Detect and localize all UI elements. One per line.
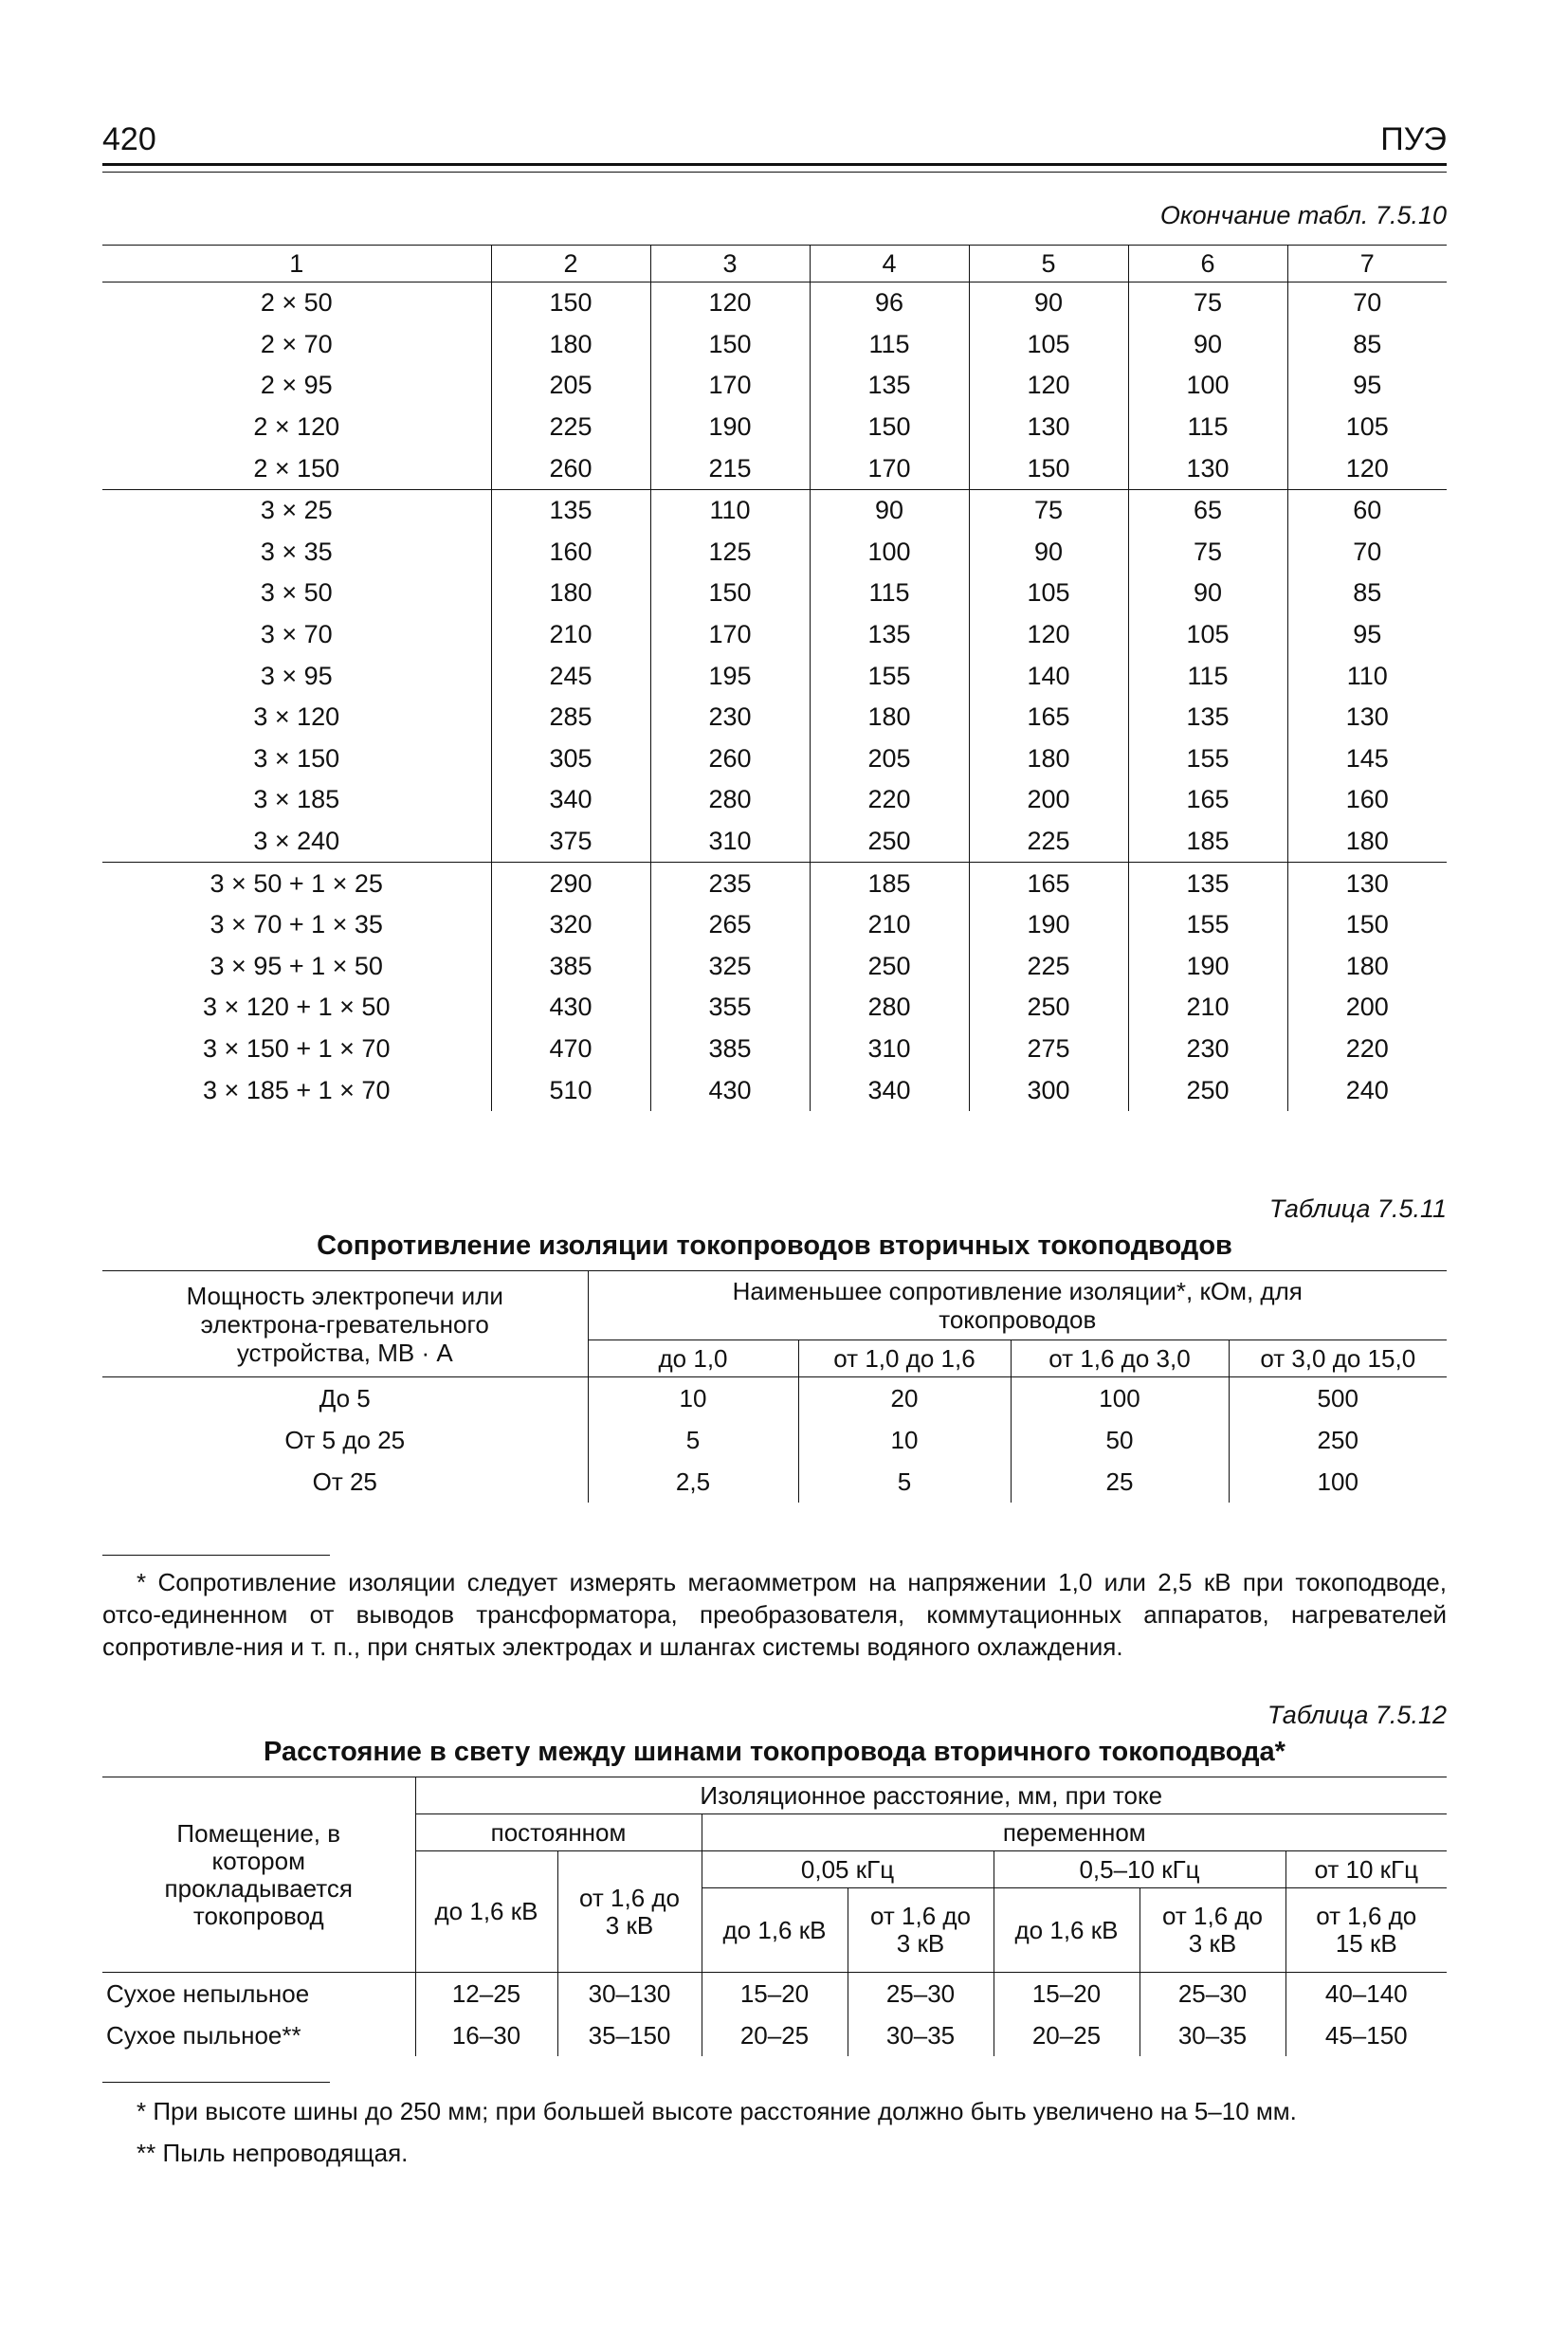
room-column-header: Помещение, в котором прокладывается токопровод	[102, 1777, 415, 1973]
value-cell: 90	[969, 532, 1128, 574]
value-cell: 180	[491, 573, 650, 614]
value-cell: 225	[969, 946, 1128, 988]
value-cell: 30–35	[848, 2014, 994, 2056]
cable-section-cell: 2 × 150	[253, 453, 340, 483]
column-number-cell: 2	[491, 246, 650, 282]
value-cell: 310	[810, 1029, 969, 1070]
value-cell: 470	[491, 1029, 650, 1070]
value-cell: 325	[650, 946, 810, 988]
value-cell: 230	[650, 697, 810, 738]
cable-section-cell: 3 × 50 + 1 × 25	[102, 863, 491, 904]
value-cell: 235	[650, 863, 810, 904]
value-cell: 110	[650, 489, 810, 531]
value-cell: 220	[810, 779, 969, 821]
freq-header: 0,5–10 кГц	[994, 1851, 1285, 1888]
value-cell: 10	[798, 1419, 1011, 1461]
value-cell: 20–25	[702, 2014, 848, 2056]
value-cell: 160	[1287, 779, 1447, 821]
value-cell: 120	[1287, 447, 1447, 489]
cable-section-cell: 3 × 120	[253, 702, 340, 732]
value-cell: 20–25	[994, 2014, 1140, 2056]
value-cell: 165	[969, 863, 1128, 904]
column-number-cell: 3	[650, 246, 810, 282]
table-row	[102, 863, 1447, 904]
value-cell: 100	[1128, 365, 1287, 407]
value-cell: 215	[650, 447, 810, 489]
value-cell: 12–25	[415, 1973, 557, 2015]
value-cell: 45–150	[1285, 2014, 1447, 2056]
subheader-cell: от 1,6 до 3,0	[1011, 1340, 1229, 1377]
value-cell: 250	[1128, 1069, 1287, 1111]
ac-sub-header: от 1,6 до 3 кВ	[848, 1888, 994, 1973]
value-cell: 90	[1128, 324, 1287, 366]
table-row	[102, 614, 1447, 656]
table-7-5-11-caption: Таблица 7.5.11	[1268, 1194, 1447, 1223]
value-cell: 225	[491, 407, 650, 448]
table-row	[102, 904, 1447, 946]
table-row	[102, 407, 1447, 448]
table-row	[102, 738, 1447, 780]
cable-section-cell: 3 × 70 + 1 × 35	[210, 910, 383, 939]
room-type-cell: Сухое пыльное**	[106, 2020, 301, 2050]
value-cell: 240	[1287, 1069, 1447, 1111]
value-cell: 95	[1287, 614, 1447, 656]
value-cell: 135	[810, 365, 969, 407]
value-cell: 185	[1128, 821, 1287, 863]
value-cell: 340	[491, 779, 650, 821]
value-cell: 210	[810, 904, 969, 946]
value-cell: 90	[1128, 573, 1287, 614]
table-7-5-11-title: Сопротивление изоляции токопроводов вторичных токоподводов	[317, 1230, 1232, 1261]
value-cell: 130	[1287, 697, 1447, 738]
resistance-group-header: Наименьшее сопротивление изоляции*, кОм, для токопроводов	[588, 1271, 1447, 1340]
value-cell: 305	[491, 738, 650, 780]
value-cell: 105	[1287, 407, 1447, 448]
value-cell: 30–35	[1140, 2014, 1285, 2056]
subheader-cell: до 1,0	[588, 1340, 798, 1377]
value-cell: 170	[650, 365, 810, 407]
value-cell: 155	[1128, 738, 1287, 780]
value-cell: 105	[969, 324, 1128, 366]
value-cell: 70	[1287, 532, 1447, 574]
table-7-5-12-caption: Таблица 7.5.12	[1267, 1701, 1447, 1729]
page-header	[102, 121, 1447, 169]
value-cell: 200	[969, 779, 1128, 821]
value-cell: 75	[1128, 532, 1287, 574]
value-cell: 130	[969, 407, 1128, 448]
value-cell: 190	[1128, 946, 1287, 988]
table-row	[102, 2014, 1447, 2056]
value-cell: 20	[798, 1377, 1011, 1420]
table-7-5-11-footnote: * Сопротивление изоляции следует измерять мегаомметром на напряжении 1,0 или 2,5 кВ при токоподводе, отсо-единенном от выводов трансформатора, преобразователя, коммутационных аппаратов, нагревателей сопротивле-ния и т. п., при снятых электродах и шлангах системы водяного охлаждения.	[102, 1568, 1447, 1661]
ac-sub-header: от 1,6 до 3 кВ	[1140, 1888, 1285, 1973]
cable-section-cell: 3 × 70	[260, 620, 333, 649]
table-row	[102, 324, 1447, 366]
cable-section-cell: 3 × 95 + 1 × 50	[210, 951, 383, 980]
cable-section-cell: 3 × 185 + 1 × 70	[203, 1075, 391, 1104]
value-cell: 165	[1128, 779, 1287, 821]
ac-header: переменном	[702, 1814, 1447, 1851]
value-cell: 245	[491, 655, 650, 697]
value-cell: 75	[969, 489, 1128, 531]
value-cell: 160	[491, 532, 650, 574]
footnote-rule	[102, 2082, 330, 2083]
table-row	[102, 447, 1447, 489]
cable-section-cell: 2 × 50	[260, 288, 333, 318]
value-cell: 5	[798, 1461, 1011, 1503]
value-cell: 320	[491, 904, 650, 946]
table-row	[102, 1029, 1447, 1070]
value-cell: 25–30	[848, 1973, 994, 2015]
value-cell: 150	[810, 407, 969, 448]
cable-section-cell: 3 × 150 + 1 × 70	[203, 1033, 391, 1063]
value-cell: 280	[650, 779, 810, 821]
page-number: 420	[102, 121, 156, 157]
value-cell: 25	[1011, 1461, 1229, 1503]
value-cell: 70	[1287, 282, 1447, 324]
footnote-rule	[102, 1555, 330, 1556]
cable-section-cell: 3 × 150	[253, 743, 340, 773]
value-cell: 285	[491, 697, 650, 738]
table-row	[102, 489, 1447, 531]
value-cell: 135	[1128, 697, 1287, 738]
value-cell: 180	[1287, 946, 1447, 988]
value-cell: 25–30	[1140, 1973, 1285, 2015]
value-cell: 145	[1287, 738, 1447, 780]
value-cell: 170	[650, 614, 810, 656]
table-row	[102, 655, 1447, 697]
cable-section-cell: 3 × 95	[260, 661, 333, 690]
value-cell: 180	[1287, 821, 1447, 863]
header-rule-thin	[102, 172, 1447, 173]
cable-section-cell: 3 × 120 + 1 × 50	[203, 993, 391, 1022]
value-cell: 75	[1128, 282, 1287, 324]
value-cell: 105	[969, 573, 1128, 614]
table-7-5-11	[102, 1270, 1447, 1503]
value-cell: 375	[491, 821, 650, 863]
value-cell: 190	[969, 904, 1128, 946]
value-cell: 290	[491, 863, 650, 904]
value-cell: 120	[650, 282, 810, 324]
value-cell: 130	[1287, 863, 1447, 904]
value-cell: 280	[810, 987, 969, 1029]
value-cell: 150	[969, 447, 1128, 489]
value-cell: 220	[1287, 1029, 1447, 1070]
value-cell: 96	[810, 282, 969, 324]
cable-section-cell: 2 × 95	[260, 371, 333, 400]
value-cell: 385	[491, 946, 650, 988]
table-7-5-10-caption: Окончание табл. 7.5.10	[1159, 201, 1447, 229]
table-7-5-12-footnote-1: * При высоте шины до 250 мм; при большей высоте расстояние должно быть увеличено на 5–10 мм.	[137, 2097, 1297, 2125]
value-cell: 180	[810, 697, 969, 738]
value-cell: 150	[491, 282, 650, 324]
value-cell: 40–140	[1285, 1973, 1447, 2015]
value-cell: 210	[491, 614, 650, 656]
value-cell: 165	[969, 697, 1128, 738]
table-row	[102, 1069, 1447, 1111]
value-cell: 65	[1128, 489, 1287, 531]
value-cell: 385	[650, 1029, 810, 1070]
value-cell: 105	[1128, 614, 1287, 656]
table-7-5-12	[102, 1777, 1447, 2056]
table-row	[102, 1973, 1447, 2015]
ac-sub-header: до 1,6 кВ	[994, 1888, 1140, 1973]
column-number-cell: 1	[102, 246, 491, 282]
value-cell: 230	[1128, 1029, 1287, 1070]
table-row	[102, 365, 1447, 407]
freq-header: от 10 кГц	[1285, 1851, 1447, 1888]
dc-header: постоянном	[415, 1814, 702, 1851]
column-number-cell: 4	[810, 246, 969, 282]
value-cell: 210	[1128, 987, 1287, 1029]
value-cell: 340	[810, 1069, 969, 1111]
value-cell: 250	[810, 946, 969, 988]
value-cell: 15–20	[702, 1973, 848, 2015]
table-row	[102, 1461, 1447, 1503]
table-row	[102, 1419, 1447, 1461]
value-cell: 355	[650, 987, 810, 1029]
ac-sub-header: до 1,6 кВ	[702, 1888, 848, 1973]
value-cell: 110	[1287, 655, 1447, 697]
column-number-row	[102, 246, 1447, 282]
value-cell: 120	[969, 365, 1128, 407]
power-range-cell: От 5 до 25	[284, 1425, 406, 1454]
power-range-cell: До 5	[319, 1383, 371, 1412]
value-cell: 510	[491, 1069, 650, 1111]
table-row	[102, 946, 1447, 988]
value-cell: 225	[969, 821, 1128, 863]
value-cell: 155	[1128, 904, 1287, 946]
value-cell: 100	[810, 532, 969, 574]
distance-top-header: Изоляционное расстояние, мм, при токе	[415, 1777, 1447, 1814]
value-cell: 35–150	[557, 2014, 702, 2056]
cable-section-cell: 3 × 25	[102, 489, 491, 531]
value-cell: 275	[969, 1029, 1128, 1070]
power-range-cell: От 25	[312, 1467, 377, 1496]
value-cell: 60	[1287, 489, 1447, 531]
value-cell: 135	[1128, 863, 1287, 904]
value-cell: 155	[810, 655, 969, 697]
cable-section-cell: 3 × 35	[260, 537, 333, 566]
value-cell: 260	[650, 738, 810, 780]
column-number-cell: 6	[1128, 246, 1287, 282]
value-cell: 115	[810, 573, 969, 614]
value-cell: 150	[1287, 904, 1447, 946]
value-cell: 95	[1287, 365, 1447, 407]
value-cell: 500	[1229, 1377, 1447, 1420]
value-cell: 310	[650, 821, 810, 863]
value-cell: 100	[1229, 1461, 1447, 1503]
value-cell: 10	[588, 1377, 798, 1420]
value-cell: 190	[650, 407, 810, 448]
table-row	[102, 1377, 1447, 1420]
value-cell: 130	[1128, 447, 1287, 489]
value-cell: 5	[588, 1419, 798, 1461]
value-cell: 50	[1011, 1419, 1229, 1461]
value-cell: 115	[810, 324, 969, 366]
cable-section-cell: 2 × 70	[260, 329, 333, 358]
room-type-cell: Сухое непыльное	[106, 1978, 310, 2008]
value-cell: 195	[650, 655, 810, 697]
table-7-5-10-end	[102, 245, 1447, 1111]
value-cell: 250	[810, 821, 969, 863]
value-cell: 300	[969, 1069, 1128, 1111]
table-row	[102, 282, 1447, 324]
value-cell: 85	[1287, 573, 1447, 614]
value-cell: 30–130	[557, 1973, 702, 2015]
value-cell: 260	[491, 447, 650, 489]
value-cell: 250	[1229, 1419, 1447, 1461]
dc-sub-header: от 1,6 до 3 кВ	[557, 1851, 702, 1973]
value-cell: 90	[969, 282, 1128, 324]
table-row	[102, 573, 1447, 614]
value-cell: 120	[969, 614, 1128, 656]
table-row	[102, 987, 1447, 1029]
header-rule	[102, 163, 1447, 166]
value-cell: 150	[650, 324, 810, 366]
freq-header: 0,05 кГц	[702, 1851, 994, 1888]
value-cell: 115	[1128, 655, 1287, 697]
table-row	[102, 821, 1447, 863]
cable-section-cell: 3 × 240	[253, 827, 340, 856]
column-number-cell: 7	[1287, 246, 1447, 282]
dc-sub-header: до 1,6 кВ	[415, 1851, 557, 1973]
running-title: ПУЭ	[1380, 121, 1447, 157]
column-number-cell: 5	[969, 246, 1128, 282]
cable-section-cell: 3 × 185	[253, 785, 340, 814]
value-cell: 16–30	[415, 2014, 557, 2056]
value-cell: 135	[810, 614, 969, 656]
value-cell: 90	[810, 489, 969, 531]
value-cell: 125	[650, 532, 810, 574]
cable-section-cell: 3 × 50	[260, 578, 333, 608]
value-cell: 140	[969, 655, 1128, 697]
value-cell: 15–20	[994, 1973, 1140, 2015]
table-row	[102, 532, 1447, 574]
table-row	[102, 697, 1447, 738]
value-cell: 2,5	[588, 1461, 798, 1503]
value-cell: 135	[491, 489, 650, 531]
value-cell: 250	[969, 987, 1128, 1029]
cable-section-cell: 2 × 120	[253, 412, 340, 442]
value-cell: 430	[491, 987, 650, 1029]
value-cell: 85	[1287, 324, 1447, 366]
subheader-cell: от 1,0 до 1,6	[798, 1340, 1011, 1377]
value-cell: 205	[491, 365, 650, 407]
ac-sub-header: от 1,6 до 15 кВ	[1285, 1888, 1447, 1973]
value-cell: 205	[810, 738, 969, 780]
value-cell: 115	[1128, 407, 1287, 448]
value-cell: 180	[969, 738, 1128, 780]
table-7-5-12-footnote-2: ** Пыль непроводящая.	[137, 2139, 409, 2167]
value-cell: 150	[650, 573, 810, 614]
value-cell: 430	[650, 1069, 810, 1111]
table-7-5-12-title: Расстояние в свету между шинами токопровода вторичного токоподвода*	[264, 1737, 1285, 1767]
value-cell: 200	[1287, 987, 1447, 1029]
power-column-header: Мощность электропечи или электрона-гревательного устройства, МВ · А	[102, 1271, 588, 1377]
subheader-cell: от 3,0 до 15,0	[1229, 1340, 1447, 1377]
value-cell: 100	[1011, 1377, 1229, 1420]
value-cell: 180	[491, 324, 650, 366]
value-cell: 185	[810, 863, 969, 904]
table-row	[102, 779, 1447, 821]
value-cell: 170	[810, 447, 969, 489]
value-cell: 265	[650, 904, 810, 946]
